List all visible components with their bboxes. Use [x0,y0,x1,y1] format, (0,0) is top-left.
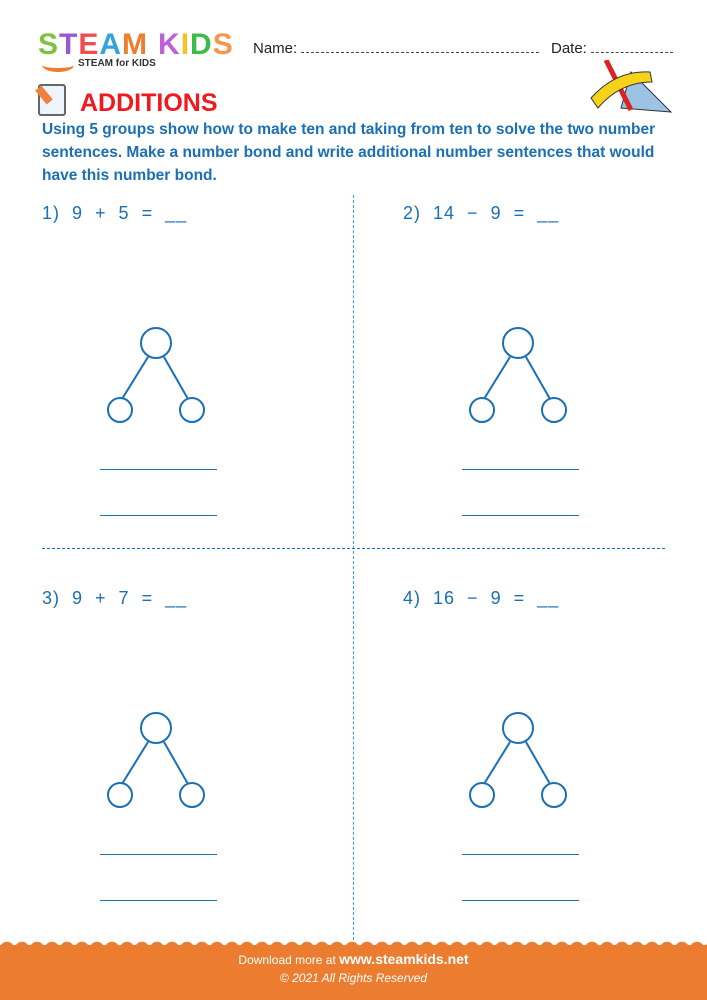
answer-line[interactable] [100,854,217,855]
logo-tagline: STEAM for KIDS [78,58,156,69]
number-bond [462,712,582,812]
logo-letter: T [59,28,79,61]
answer-line[interactable] [100,469,217,470]
vertical-divider [353,195,354,940]
problem-expression: 9 + 7 = __ [72,588,188,608]
logo-letter: S [212,28,234,61]
website-link[interactable]: www.steamkids.net [339,951,469,967]
instructions: Using 5 groups show how to make ten and taking from ten to solve the two number sentences. Make a number bond and write additional number sentences that would have this number bond. [42,121,656,184]
answer-line[interactable] [100,515,217,516]
copyright: © 2021 All Rights Reserved [279,971,428,985]
logo-letter: K [158,28,181,61]
horizontal-divider [42,548,665,549]
problem-expression: 14 − 9 = __ [433,203,560,223]
answer-line[interactable] [462,900,579,901]
date-field[interactable] [551,40,673,57]
bond-whole-circle [503,328,533,358]
ruler-triangle-icon [586,60,676,115]
problem-expression: 16 − 9 = __ [433,588,560,608]
answer-line[interactable] [462,515,579,516]
answer-line[interactable] [462,854,579,855]
logo-letter: I [180,28,191,61]
logo [38,28,234,62]
number-bond [100,327,220,427]
date-label: Date: [551,40,587,57]
bond-part-circle [108,783,132,807]
page-title: ADDITIONS [80,89,218,117]
logo-letter: M [122,28,149,61]
logo-letter: D [190,28,213,61]
problem-3 [42,588,187,609]
bond-part-circle [542,398,566,422]
name-label: Name: [253,40,298,57]
bond-part-circle [470,398,494,422]
footer [0,945,707,1000]
logo-swoosh [42,58,74,72]
problem-number: 2) [403,203,422,223]
number-bond [462,327,582,427]
bond-whole-circle [141,713,171,743]
problem-number: 3) [42,588,61,608]
number-bond [100,712,220,812]
answer-line[interactable] [100,900,217,901]
bond-part-circle [542,783,566,807]
problem-expression: 9 + 5 = __ [72,203,188,223]
bond-part-circle [108,398,132,422]
bond-part-circle [470,783,494,807]
download-text: Download more at [238,953,336,967]
problem-1 [42,203,187,224]
bond-whole-circle [503,713,533,743]
problem-4 [403,588,559,609]
bond-whole-circle [141,328,171,358]
logo-letter: S [38,28,60,61]
problem-number: 1) [42,203,61,223]
logo-letter: E [78,28,100,61]
problem-number: 4) [403,588,422,608]
bond-part-circle [180,398,204,422]
logo-letter: A [99,28,123,61]
name-field[interactable] [253,40,539,57]
answer-line[interactable] [462,469,579,470]
bond-part-circle [180,783,204,807]
problem-2 [403,203,559,224]
